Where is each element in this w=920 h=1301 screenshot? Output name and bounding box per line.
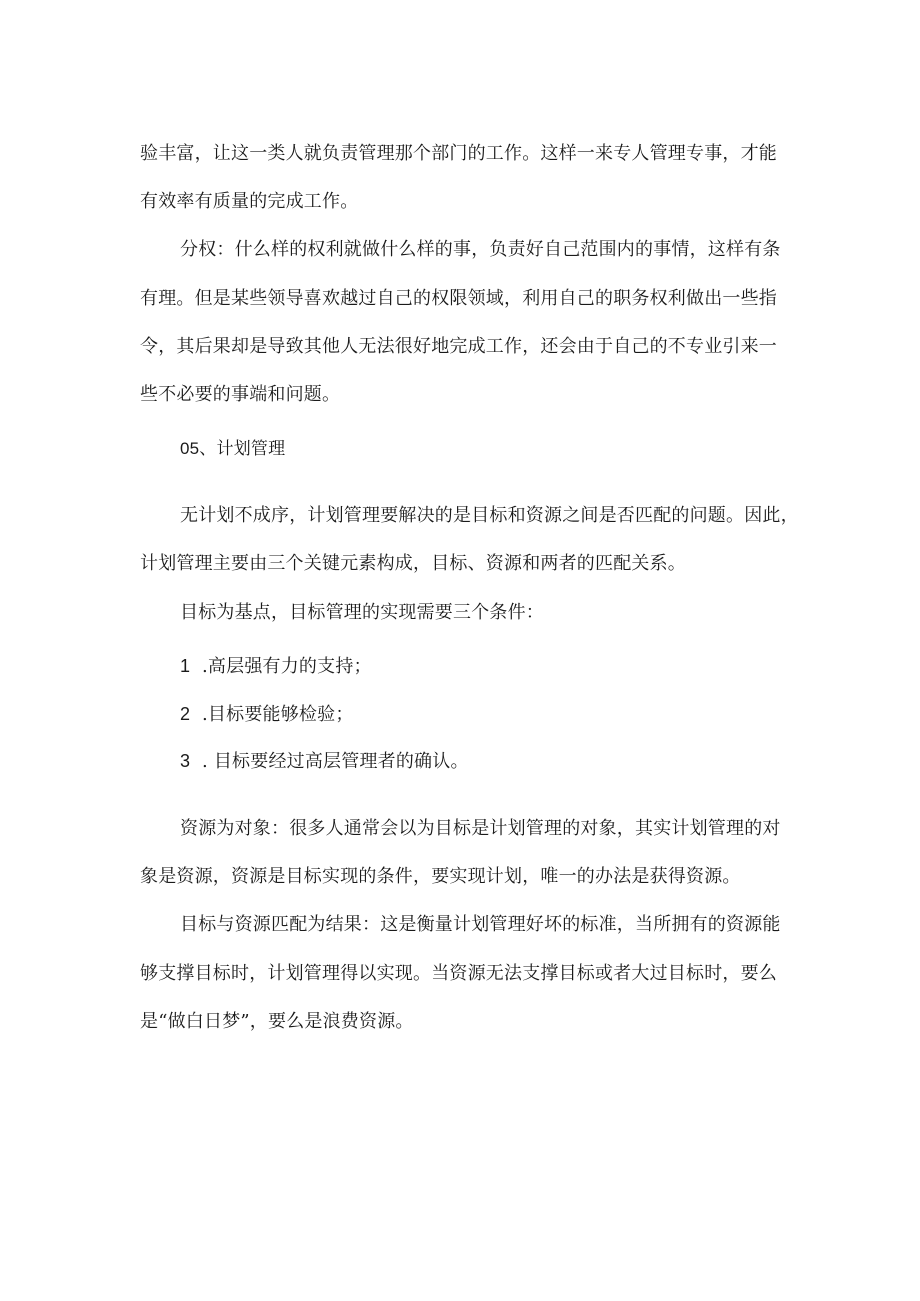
paragraph-line: 令，其后果却是导致其他人无法很好地完成工作，还会由于自己的不专业引来一 (140, 336, 777, 357)
paragraph-line: 有理。但是某些领导喜欢越过自己的权限领域，利用自己的职务权利做出一些指 (140, 288, 777, 309)
paragraph-line: 是“做白日梦”，要么是浪费资源。 (140, 1011, 414, 1032)
paragraph-line: 目标与资源匹配为结果：这是衡量计划管理好坏的标准，当所拥有的资源能 (180, 914, 781, 935)
list-number: 3 (180, 751, 191, 771)
paragraph-line: 有效率有质量的完成工作。 (140, 191, 359, 212)
paragraph-line: 计划管理主要由三个关键元素构成，目标、资源和两者的匹配关系。 (140, 553, 686, 574)
list-item (180, 702, 790, 727)
paragraph-line: 资源为对象：很多人通常会以为目标是计划管理的对象，其实计划管理的对 (180, 818, 781, 839)
list-text: .高层强有力的支持； (202, 656, 372, 677)
list-number: 1 (180, 656, 191, 676)
list-text: . 目标要经过高层管理者的确认。 (202, 751, 469, 772)
paragraph-line: 够支撑目标时，计划管理得以实现。当资源无法支撑目标或者大过目标时，要么 (140, 963, 777, 984)
paragraph-line: 分权：什么样的权利就做什么样的事，负责好自己范围内的事情，这样有条 (180, 239, 781, 260)
paragraph-line: 目标为基点，目标管理的实现需要三个条件： (180, 602, 544, 623)
list-item (180, 654, 790, 679)
paragraph-line: 些不必要的事端和问题。 (140, 384, 341, 405)
section-heading: 05、计划管理 (180, 439, 286, 458)
paragraph-line: 无计划不成序，计划管理要解决的是目标和资源之间是否匹配的问题。因此， (180, 505, 799, 526)
paragraph-line: 象是资源，资源是目标实现的条件，要实现计划，唯一的办法是获得资源。 (140, 866, 741, 887)
paragraph-line: 验丰富，让这一类人就负责管理那个部门的工作。这样一来专人管理专事，才能 (140, 143, 777, 164)
list-text: .目标要能够检验； (202, 704, 354, 725)
list-number: 2 (180, 704, 191, 724)
list-item (180, 749, 790, 774)
